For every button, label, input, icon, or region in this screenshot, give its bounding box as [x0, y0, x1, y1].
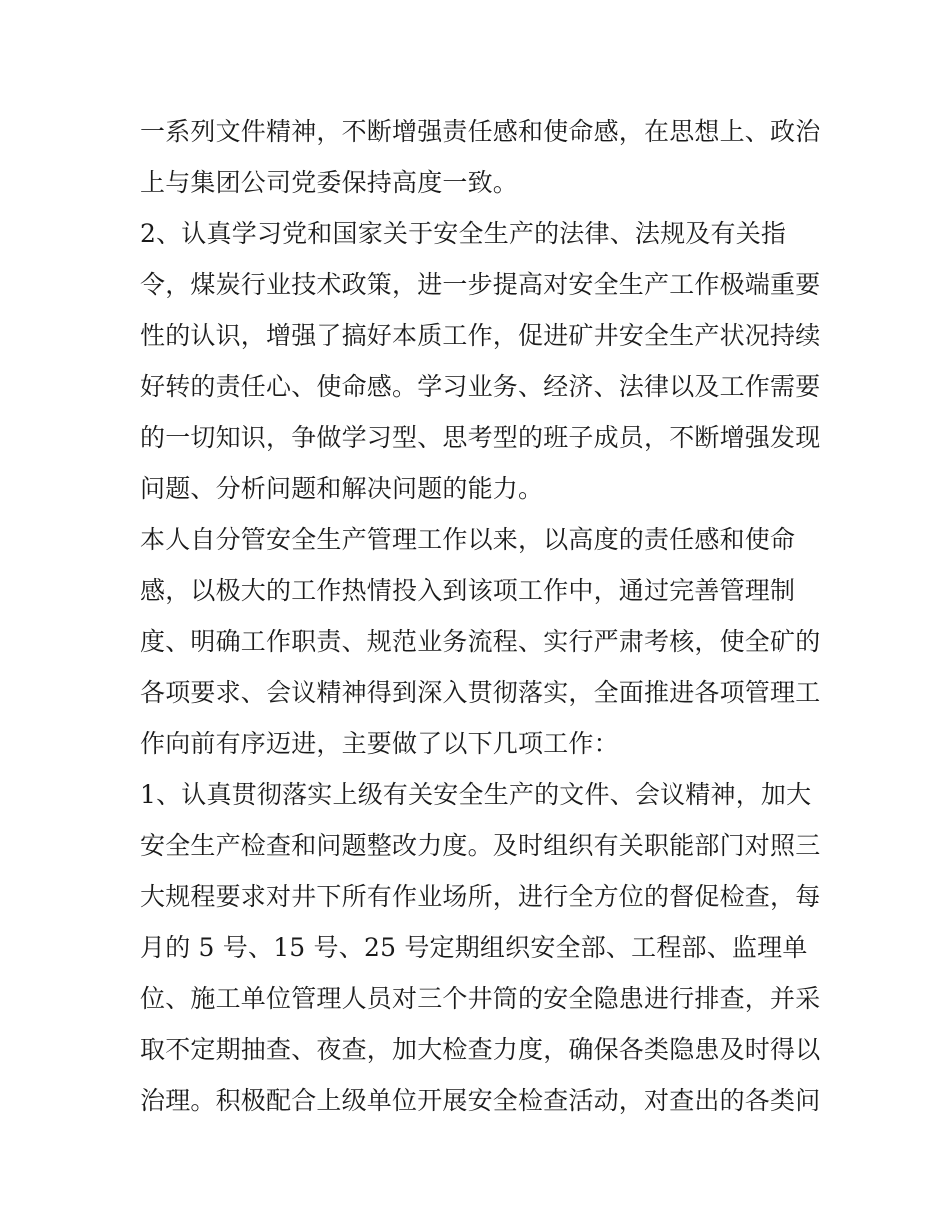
text-line: 2、认真学习党和国家关于安全生产的法律、法规及有关指: [140, 219, 787, 248]
text-line: 本人自分管安全生产管理工作以来，以高度的责任感和使命: [140, 525, 796, 554]
text-line: 治理。积极配合上级单位开展安全检查活动，对查出的各类问: [140, 1086, 821, 1115]
text-line: 问题、分析问题和解决问题的能力。: [140, 474, 544, 503]
document-body: [140, 106, 820, 1126]
text-line: 度、明确工作职责、规范业务流程、实行严肃考核，使全矿的: [140, 627, 821, 656]
text-line: 月的 5 号、15 号、25 号定期组织安全部、工程部、监理单: [140, 933, 808, 962]
text-line: 大规程要求对井下所有作业场所，进行全方位的督促检查，每: [140, 882, 821, 911]
text-line: 作向前有序迈进，主要做了以下几项工作：: [140, 729, 619, 758]
text-line: 安全生产检查和问题整改力度。及时组织有关职能部门对照三: [140, 831, 821, 860]
text-line: 取不定期抽查、夜查，加大检查力度，确保各类隐患及时得以: [140, 1035, 821, 1064]
text-line: 各项要求、会议精神得到深入贯彻落实，全面推进各项管理工: [140, 678, 821, 707]
text-line: 1、认真贯彻落实上级有关安全生产的文件、会议精神，加大: [140, 780, 812, 809]
text-line: 一系列文件精神，不断增强责任感和使命感，在思想上、政治: [140, 117, 821, 146]
text-line: 位、施工单位管理人员对三个井筒的安全隐患进行排查，并采: [140, 984, 821, 1013]
text-line: 上与集团公司党委保持高度一致。: [140, 168, 519, 197]
text-line: 好转的责任心、使命感。学习业务、经济、法律以及工作需要: [140, 372, 821, 401]
text-line: 性的认识，增强了搞好本质工作，促进矿井安全生产状况持续: [140, 321, 821, 350]
text-line: 感，以极大的工作热情投入到该项工作中，通过完善管理制: [140, 576, 796, 605]
text-line: 令，煤炭行业技术政策，进一步提高对安全生产工作极端重要: [140, 270, 821, 299]
text-line: 的一切知识，争做学习型、思考型的班子成员，不断增强发现: [140, 423, 821, 452]
